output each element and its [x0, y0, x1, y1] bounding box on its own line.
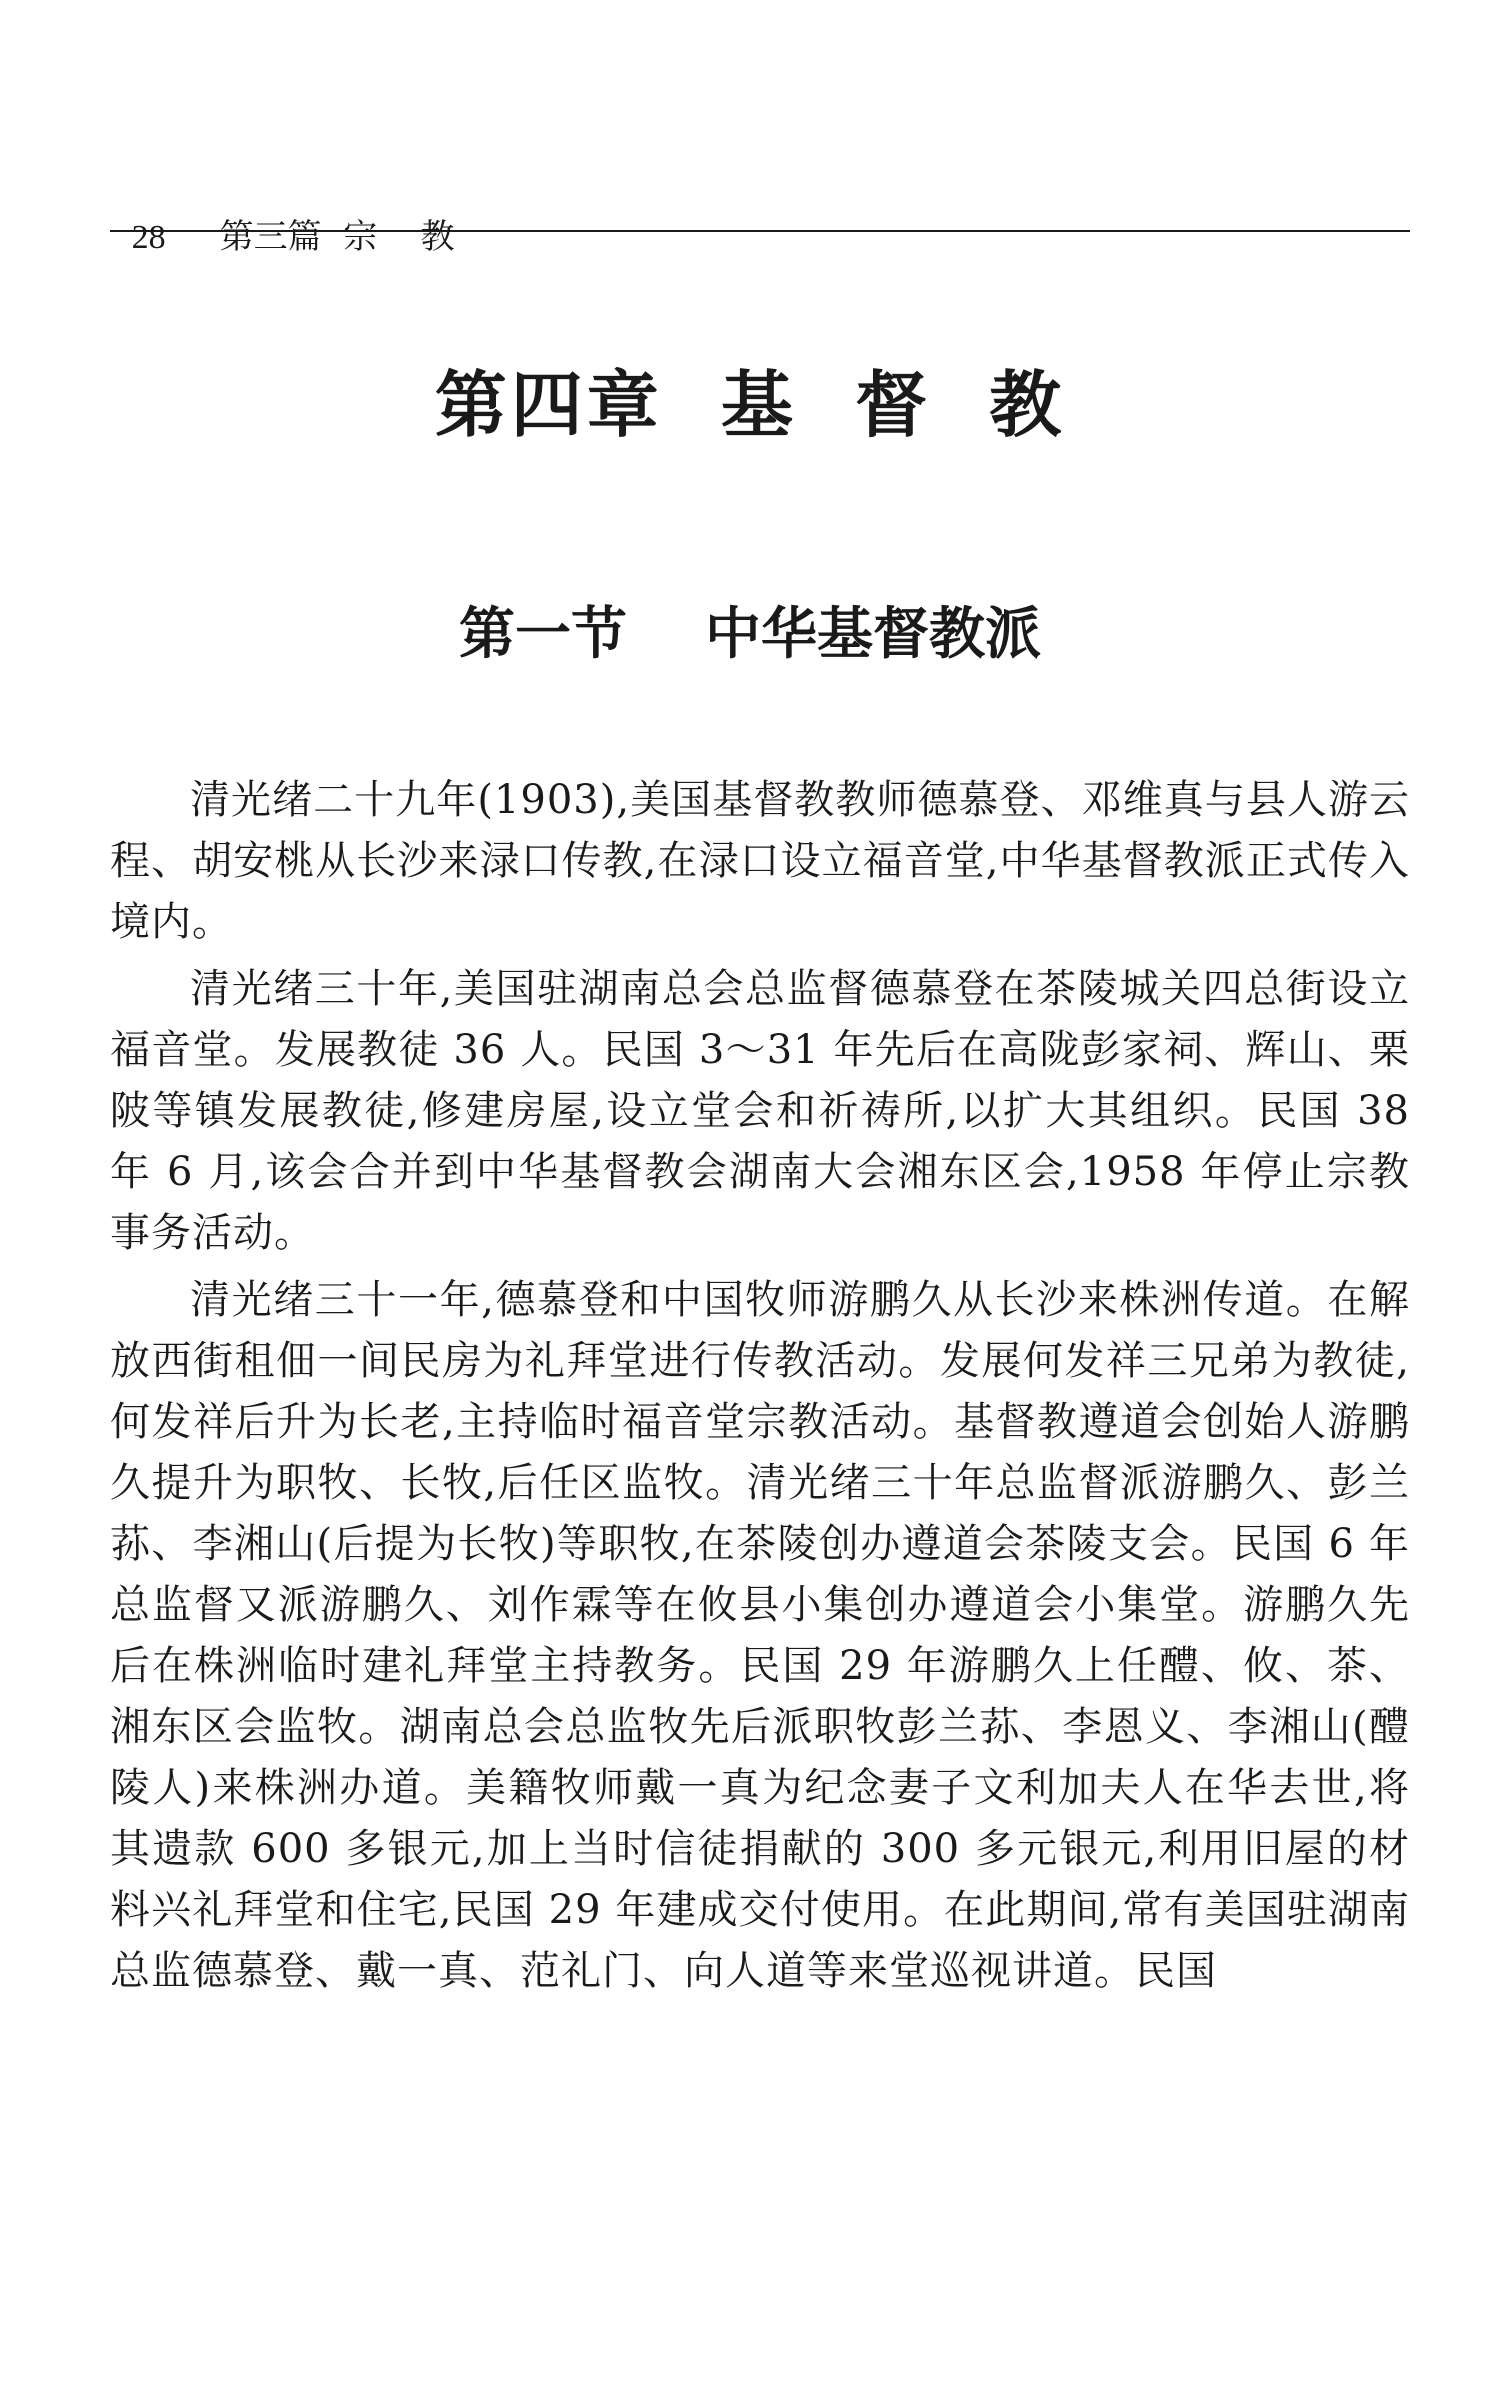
- section-title: 第一节 中华基督教派: [459, 602, 1041, 667]
- page-number: 28: [131, 219, 166, 256]
- chapter-title: 第四章 基 督 教: [434, 363, 1066, 447]
- header-rule: [110, 230, 1410, 232]
- running-header-section: 第三篇 宗 教: [219, 217, 455, 257]
- paragraph: 清光绪二十九年(1903),美国基督教教师德慕登、邓维真与县人游云程、胡安桃从长沙来渌口传教,在渌口设立福音堂,中华基督教派正式传入境内。: [110, 777, 1410, 945]
- running-header: [110, 165, 1410, 257]
- body-text: [110, 770, 1410, 2008]
- paragraph: 清光绪三十年,美国驻湖南总会总监督德慕登在茶陵城关四总街设立福音堂。发展教徒 36 人。民国 3～31 年先后在高陇彭家祠、辉山、栗陂等镇发展教徒,修建房屋,设立堂会和祈祷所,以扩大其组织。民国 38 年 6 月,该会合并到中华基督教会湖南大会湘东区会,1958 年停止宗教事务活动。: [110, 966, 1410, 1256]
- paragraph: 清光绪三十一年,德慕登和中国牧师游鹏久从长沙来株洲传道。在解放西街租佃一间民房为礼拜堂进行传教活动。发展何发祥三兄弟为教徒,何发祥后升为长老,主持临时福音堂宗教活动。基督教遵道会创始人游鹏久提升为职牧、长牧,后任区监牧。清光绪三十年总监督派游鹏久、彭兰荪、李湘山(后提为长牧)等职牧,在茶陵创办遵道会茶陵支会。民国 6 年总监督又派游鹏久、刘作霖等在攸县小集创办遵道会小集堂。游鹏久先后在株洲临时建礼拜堂主持教务。民国 29 年游鹏久上任醴、攸、茶、湘东区会监牧。湖南总会总监牧先后派职牧彭兰荪、李恩义、李湘山(醴陵人)来株洲办道。美籍牧师戴一真为纪念妻子文利加夫人在华去世,将其遗款 600 多银元,加上当时信徒捐献的 300 多元银元,利用旧屋的材料兴礼拜堂和住宅,民国 29 年建成交付使用。在此期间,常有美国驻湖南总监德慕登、戴一真、范礼门、向人道等来堂巡视讲道。民国: [110, 1277, 1410, 1994]
